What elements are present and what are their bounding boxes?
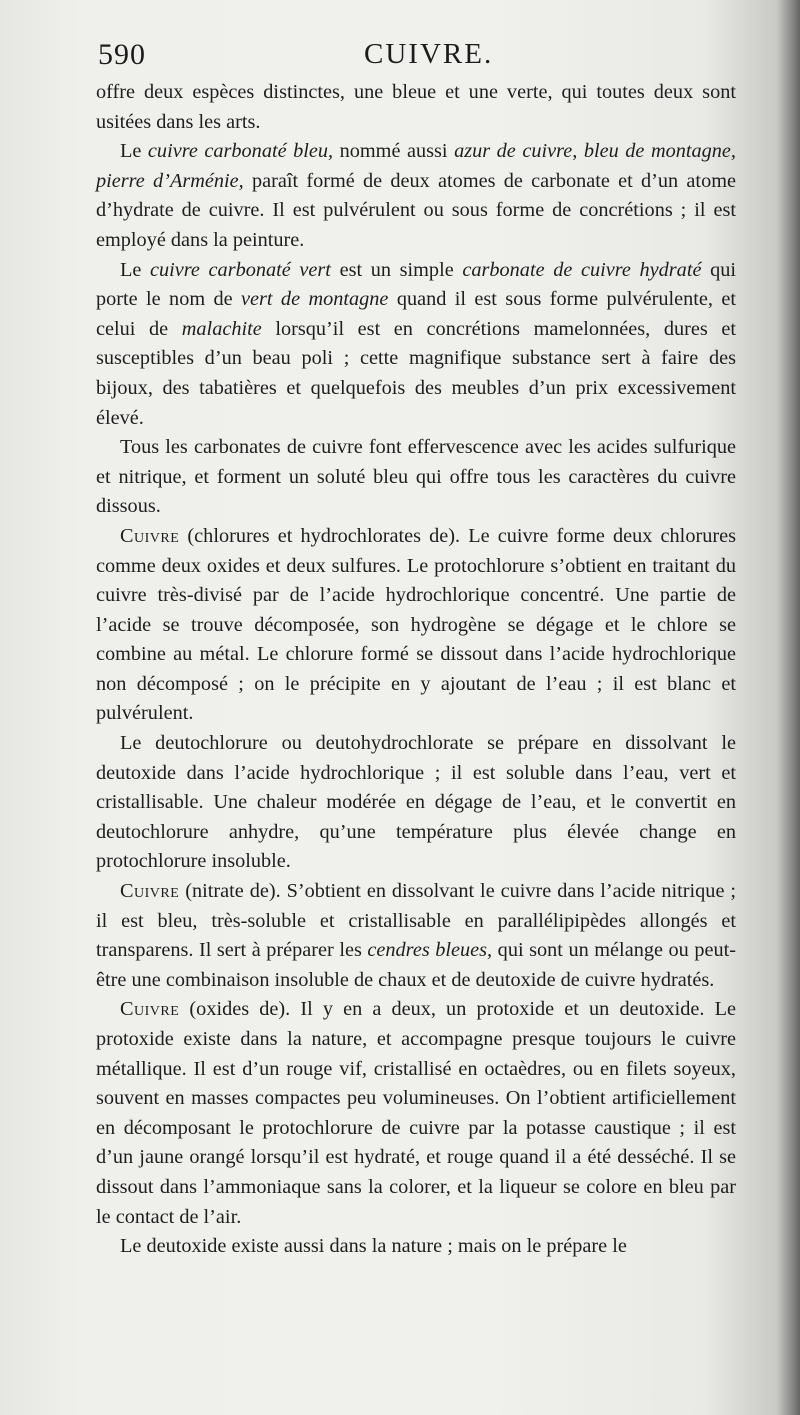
italic-term: vert de montagne — [241, 288, 389, 311]
text-run: (nitrate de). S’obtient en dissolvant le cuivre dans l’acide nitrique ; il est bleu, très-soluble et cristallisable en parallélipipèdes allongés et transparens. Il sert à préparer les — [96, 880, 736, 962]
page-number: 590 — [98, 38, 146, 71]
text-run: Le deutoxide existe aussi dans la nature ; mais on le prépare le — [120, 1235, 627, 1258]
paragraph — [96, 78, 736, 137]
text-run: Tous les carbonates de cuivre font effervescence avec les acides sulfurique et nitrique, et forment un soluté bleu qui offre tous les caractères du cuivre dissous. — [96, 436, 736, 518]
entry-heading: Cuivre — [120, 880, 180, 903]
text-run: qui sont un mélange ou peut-être une combinaison insoluble de chaux et de deutoxide de cuivre hydratés. — [96, 939, 737, 991]
text-run: paraît formé de deux atomes de carbonate et d’un atome d’hydrate de cuivre. Il est pulvérulent ou sous forme de concrétions ; il est employé dans la peinture. — [96, 169, 736, 251]
text-run: Le — [120, 258, 151, 281]
italic-term: cendres bleues, — [367, 939, 493, 962]
text-run: offre deux espèces distinctes, une bleue et une verte, qui toutes deux sont usitées dans les arts. — [96, 81, 736, 133]
text-run: (chlorures et hydrochlorates de). Le cuivre forme deux chlorures comme deux oxides et deux sulfures. Le protochlorure s’obtient en traitant du cuivre très-divisé par de l’acide hydrochlorique concentré. Une partie de l’acide se trouve décomposée, son hydrogène se dégage et le chlore se combine au métal. Le chlorure formé se dissout dans l’acide hydrochlorique non décomposé ; on le précipite en y ajoutant de l’eau ; il est blanc et pulvérulent. — [96, 524, 736, 725]
text-run: est un simple — [330, 258, 463, 281]
running-head — [96, 34, 736, 84]
entry-heading: Cuivre — [120, 998, 180, 1021]
running-title: CUIVRE. — [364, 38, 494, 70]
text-run: quand il est sous forme pulvérulente, et celui de — [96, 288, 736, 340]
paragraph — [96, 137, 736, 255]
paragraph — [96, 729, 736, 877]
paragraph — [96, 433, 736, 522]
entry-heading: Cuivre — [120, 524, 180, 547]
paragraph — [96, 995, 736, 1232]
paragraph — [96, 256, 736, 434]
text-run: (oxides de). Il y en a deux, un protoxide et un deutoxide. Le protoxide existe dans la nature, et accompagne presque toujours le cuivre métallique. Il est d’un rouge vif, cristallisé en octaèdres, ou en filets soyeux, souvent en masses compactes peu volumineuses. On l’obtient artificiellement en décomposant le protochlorure de cuivre par la potasse caustique ; il est d’un jaune orangé lorsqu’il est hydraté, et rouge quand il a été desséché. Il se dissout dans l’ammoniaque sans la colorer, et la liqueur se colore en bleu par le contact de l’air. — [96, 998, 736, 1228]
body-text — [96, 78, 736, 1262]
paragraph — [96, 522, 736, 729]
paragraph — [96, 1232, 736, 1262]
italic-term: carbonate de cuivre hydraté — [462, 258, 702, 281]
italic-term: cuivre carbonaté vert — [150, 258, 331, 281]
text-run: Le — [120, 140, 148, 163]
italic-term: cuivre carbonaté bleu, — [147, 140, 334, 163]
text-run: lorsqu’il est en concrétions mamelonnées, dures et susceptibles d’un beau poli ; cette magnifique substance sert à faire des bijoux, des tabatières et quelquefois des meubles d’un prix excessivement élevé. — [96, 317, 736, 429]
text-run: nommé aussi — [333, 140, 455, 163]
paragraph — [96, 877, 736, 995]
text-run: qui porte le nom de — [96, 258, 737, 311]
scan-shadow-edge — [778, 0, 800, 1415]
italic-term: malachite — [181, 317, 262, 340]
text-run: Le deutochlorure ou deutohydrochlorate se prépare en dissolvant le deutoxide dans l’acide hydrochlorique ; il est soluble dans l’eau, vert et cristallisable. Une chaleur modérée en dégage de l’eau, et le convertit en deutochlorure anhydre, qu’une température plus élevée change en protochlorure insoluble. — [96, 732, 736, 873]
italic-term: azur de cuivre, bleu de montagne, pierre d’Arménie, — [96, 140, 736, 192]
